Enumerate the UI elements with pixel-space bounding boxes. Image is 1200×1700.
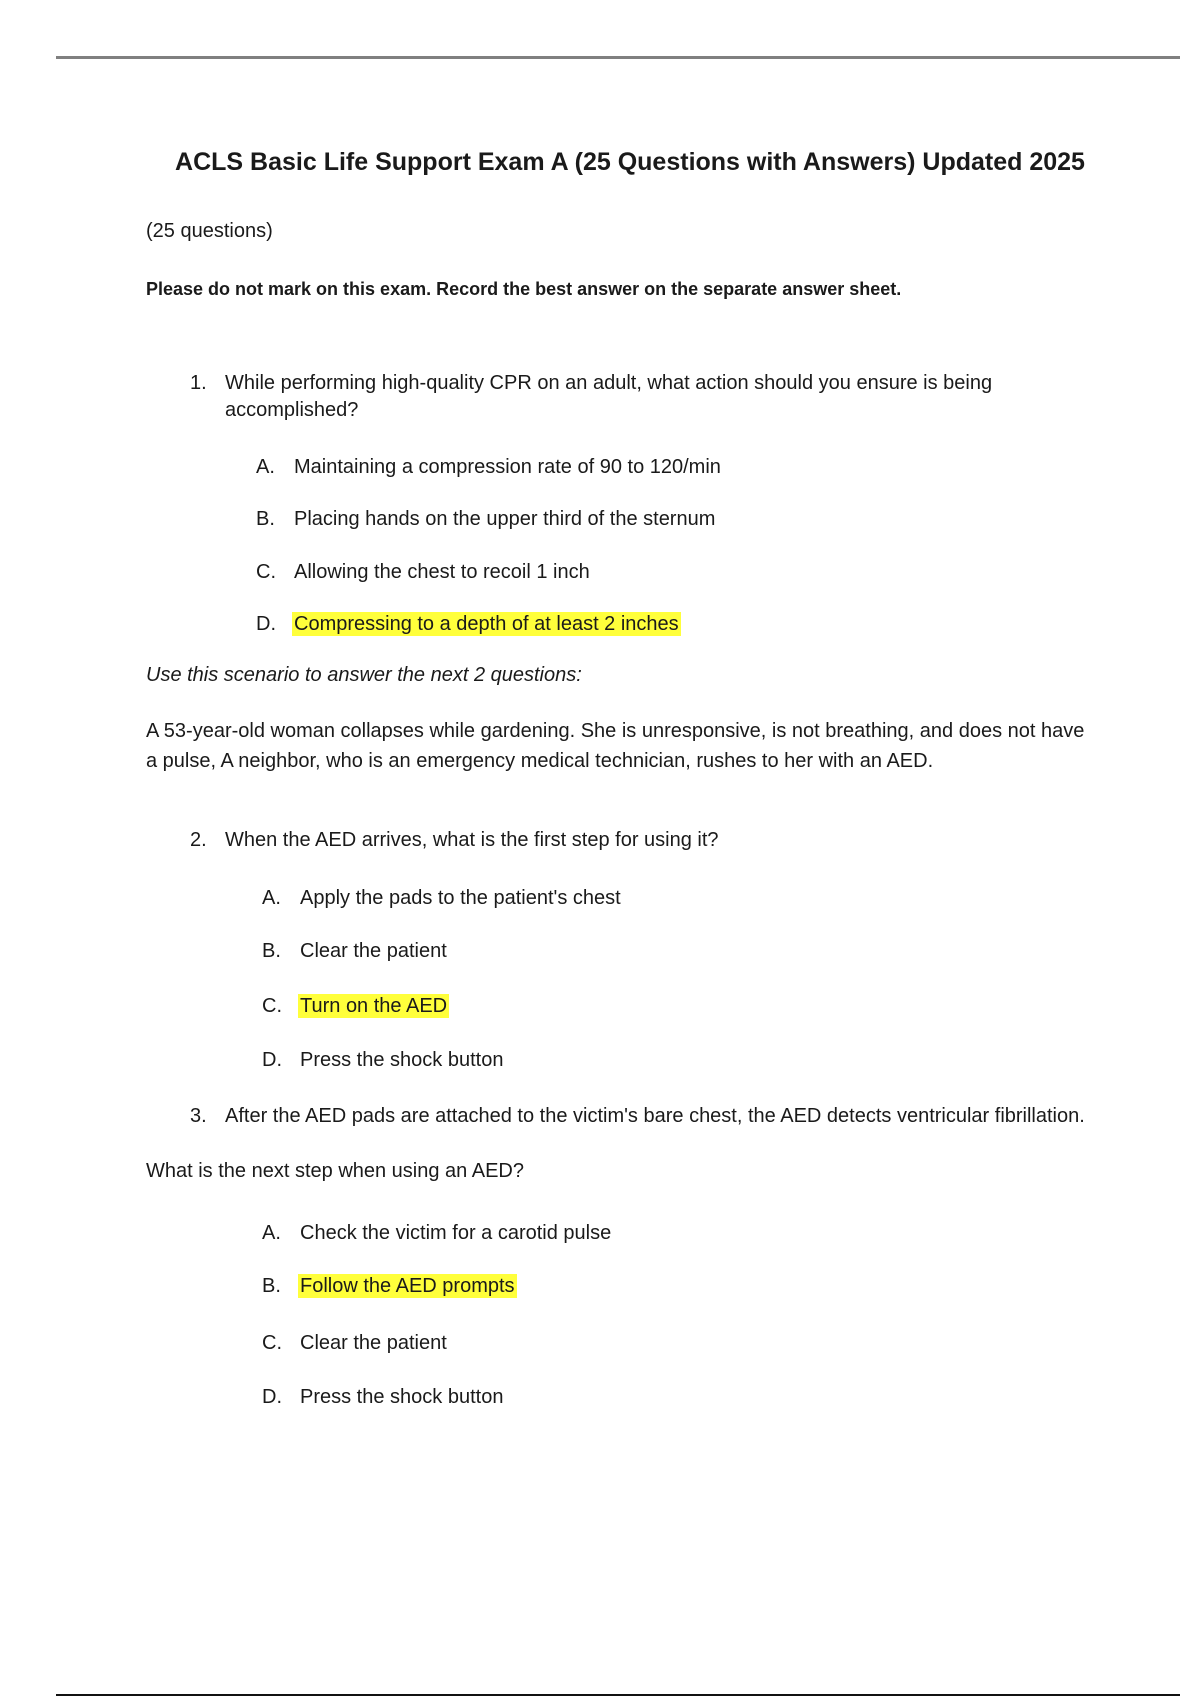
option-letter: A. xyxy=(262,887,281,909)
option-text: Press the shock button xyxy=(300,1049,504,1071)
option-text-answer-highlight: Turn on the AED xyxy=(300,995,448,1017)
option-letter: C. xyxy=(256,561,276,583)
option-text: Placing hands on the upper third of the sternum xyxy=(294,508,716,530)
q3-option-b xyxy=(262,1273,517,1299)
q1-option-b xyxy=(256,506,717,532)
q2-option-c xyxy=(262,993,449,1019)
q3-option-c xyxy=(262,1330,449,1356)
option-text: Allowing the chest to recoil 1 inch xyxy=(294,561,590,583)
option-text-answer-highlight: Follow the AED prompts xyxy=(300,1275,515,1297)
q2-option-b xyxy=(262,938,449,964)
question-text: When the AED arrives, what is the first step for using it? xyxy=(225,829,719,851)
question-number: 3. xyxy=(190,1105,207,1127)
option-letter: A. xyxy=(262,1222,281,1244)
question-number: 2. xyxy=(190,829,207,851)
question-number: 1. xyxy=(190,372,207,394)
q2-option-d xyxy=(262,1047,505,1073)
option-text: Maintaining a compression rate of 90 to 120/min xyxy=(294,456,721,478)
option-letter: B. xyxy=(262,940,281,962)
option-text: Clear the patient xyxy=(300,1332,447,1354)
q1-option-a xyxy=(256,454,723,480)
option-text: Clear the patient xyxy=(300,940,447,962)
question-text: While performing high-quality CPR on an adult, what action should you ensure is being accomplished? xyxy=(225,372,993,421)
option-letter: B. xyxy=(256,508,275,530)
q3-option-a xyxy=(262,1220,613,1246)
option-text-answer-highlight: Compressing to a depth of at least 2 inches xyxy=(294,613,679,635)
q1-option-c xyxy=(256,559,592,585)
bottom-rule xyxy=(56,1694,1180,1696)
option-letter: C. xyxy=(262,1332,282,1354)
option-letter: D. xyxy=(262,1049,282,1071)
option-letter: D. xyxy=(256,613,276,635)
scenario-heading: Use this scenario to answer the next 2 questions: xyxy=(146,664,582,686)
question-3-continuation: What is the next step when using an AED? xyxy=(146,1160,524,1182)
option-letter: C. xyxy=(262,995,282,1017)
exam-title: ACLS Basic Life Support Exam A (25 Questions with Answers) Updated 2025 xyxy=(175,148,1085,176)
option-letter: B. xyxy=(262,1275,281,1297)
option-letter: A. xyxy=(256,456,275,478)
question-2 xyxy=(190,827,1090,854)
question-count: (25 questions) xyxy=(146,220,273,242)
q3-option-d xyxy=(262,1384,505,1410)
q2-option-a xyxy=(262,885,623,911)
question-text: After the AED pads are attached to the victim's bare chest, the AED detects ventricular fibrillation. xyxy=(225,1105,1085,1127)
option-text: Press the shock button xyxy=(300,1386,504,1408)
q1-option-d xyxy=(256,611,681,637)
question-3 xyxy=(190,1101,1090,1132)
scenario-text: A 53-year-old woman collapses while gardening. She is unresponsive, is not breathing, and does not have a pulse, A neighbor, who is an emergency medical technician, rushes to her with an AED. xyxy=(146,720,1085,772)
exam-instructions: Please do not mark on this exam. Record the best answer on the separate answer sheet. xyxy=(146,279,902,299)
option-text: Check the victim for a carotid pulse xyxy=(300,1222,612,1244)
top-rule xyxy=(56,56,1180,59)
question-1 xyxy=(190,370,1090,424)
option-letter: D. xyxy=(262,1386,282,1408)
option-text: Apply the pads to the patient's chest xyxy=(300,887,621,909)
